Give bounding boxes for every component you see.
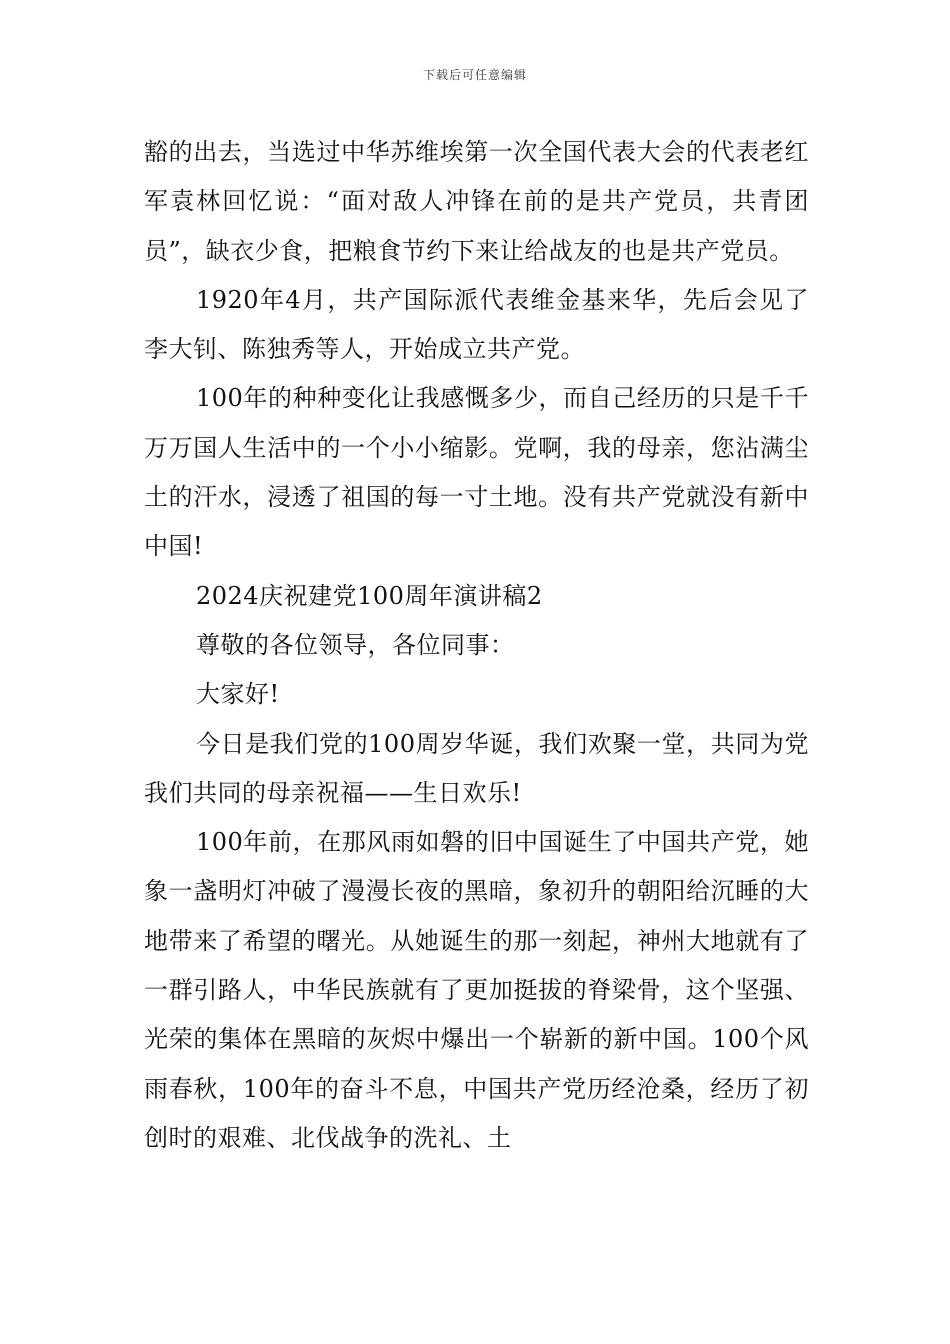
paragraph-continued: 豁的出去，当选过中华苏维埃第一次全国代表大会的代表老红军袁林回忆说：“面对敌人冲锋在前的是共产党员，共青团员”，缺衣少食，把粮食节约下来让给战友的也是共产党员。 bbox=[144, 138, 809, 265]
paragraph-100-years-ago: 100年前，在那风雨如磐的旧中国诞生了中国共产党，她象一盏明灯冲破了漫漫长夜的黑暗，象初升的朝阳给沉睡的大地带来了希望的曙光。从她诞生的那一刻起，神州大地就有了一群引路人，中华民族就有了更加挺拔的脊梁骨，这个坚强、光荣的集体在黑暗的灰烬中爆出一个崭新的新中国。100个风雨春秋，100年的奋斗不息，中国共产党历经沧桑，经历了初创时的艰难、北伐战争的洗礼、土 bbox=[144, 828, 809, 1152]
speech-title: 2024庆祝建党100周年演讲稿2 bbox=[196, 581, 543, 610]
paragraph-anniversary: 今日是我们党的100周岁华诞，我们欢聚一堂，共同为党我们共同的母亲祝福——生日欢乐! bbox=[144, 729, 809, 807]
salutation: 尊敬的各位领导，各位同事： bbox=[196, 630, 515, 659]
page-header-note: 下载后可任意编辑 bbox=[422, 68, 527, 82]
greeting: 大家好! bbox=[196, 680, 280, 709]
document-body bbox=[144, 128, 809, 1163]
paragraph-100-years-changes: 100年的种种变化让我感慨多少，而自己经历的只是千千万万国人生活中的一个小小缩影。党啊，我的母亲，您沾满尘土的汗水，浸透了祖国的每一寸土地。没有共产党就没有新中中国! bbox=[144, 384, 809, 561]
paragraph-1920: 1920年4月，共产国际派代表维金基来华，先后会见了李大钊、陈独秀等人，开始成立共产党。 bbox=[144, 285, 809, 364]
